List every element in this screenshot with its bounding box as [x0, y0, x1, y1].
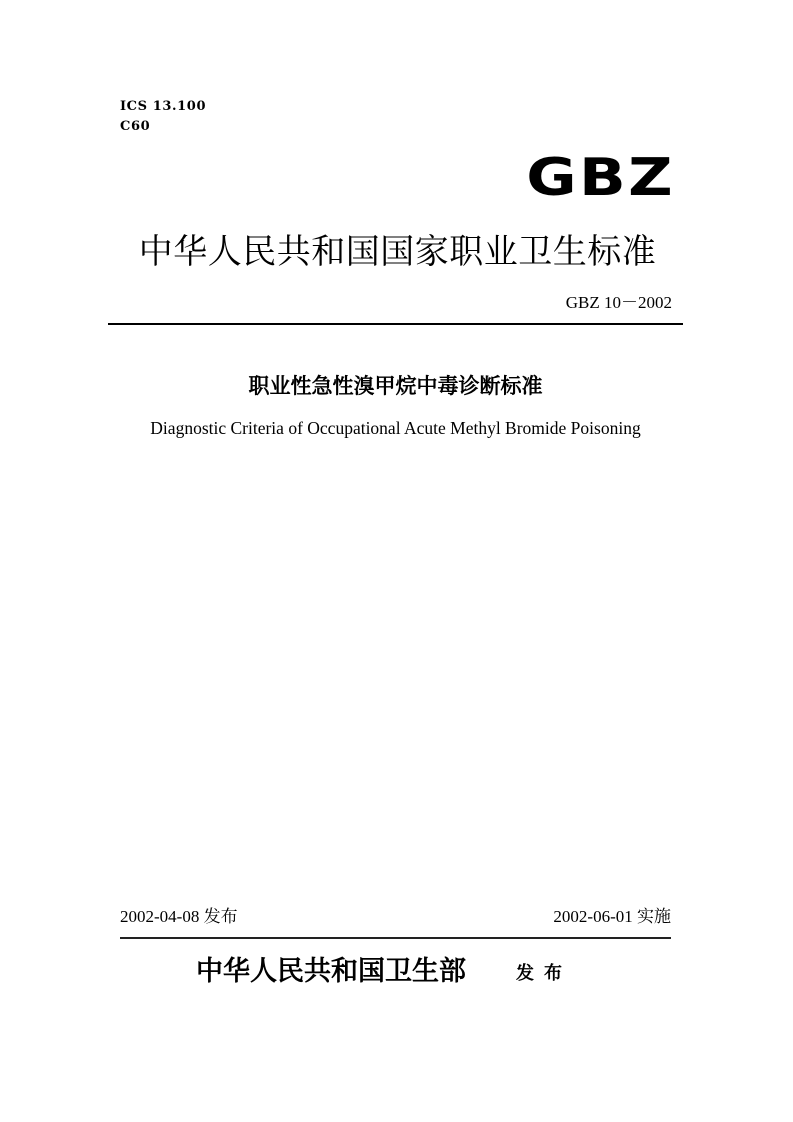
standard-body-title: 中华人民共和国国家职业卫生标准 [138, 232, 657, 272]
standard-logo: GBZ [526, 148, 675, 208]
document-title-english: Diagnostic Criteria of Occupational Acute Methyl Bromide Poisoning [150, 418, 641, 438]
classification-codes [120, 98, 206, 138]
implementation-date: 2002-06-01 实施 [553, 907, 671, 926]
issue-date: 2002-04-08 发布 [120, 907, 238, 926]
header-divider [108, 323, 683, 325]
document-title-chinese: 职业性急性溴甲烷中毒诊断标准 [248, 374, 543, 398]
issuing-authority-suffix: 发布 [516, 963, 572, 984]
issuing-authority: 中华人民共和国卫生部 [196, 956, 466, 987]
footer-divider [120, 937, 671, 939]
ics-code: ICS 13.100 [120, 99, 207, 114]
ccs-code: C60 [120, 119, 151, 134]
standard-number: GBZ 10－2002 [565, 293, 672, 312]
